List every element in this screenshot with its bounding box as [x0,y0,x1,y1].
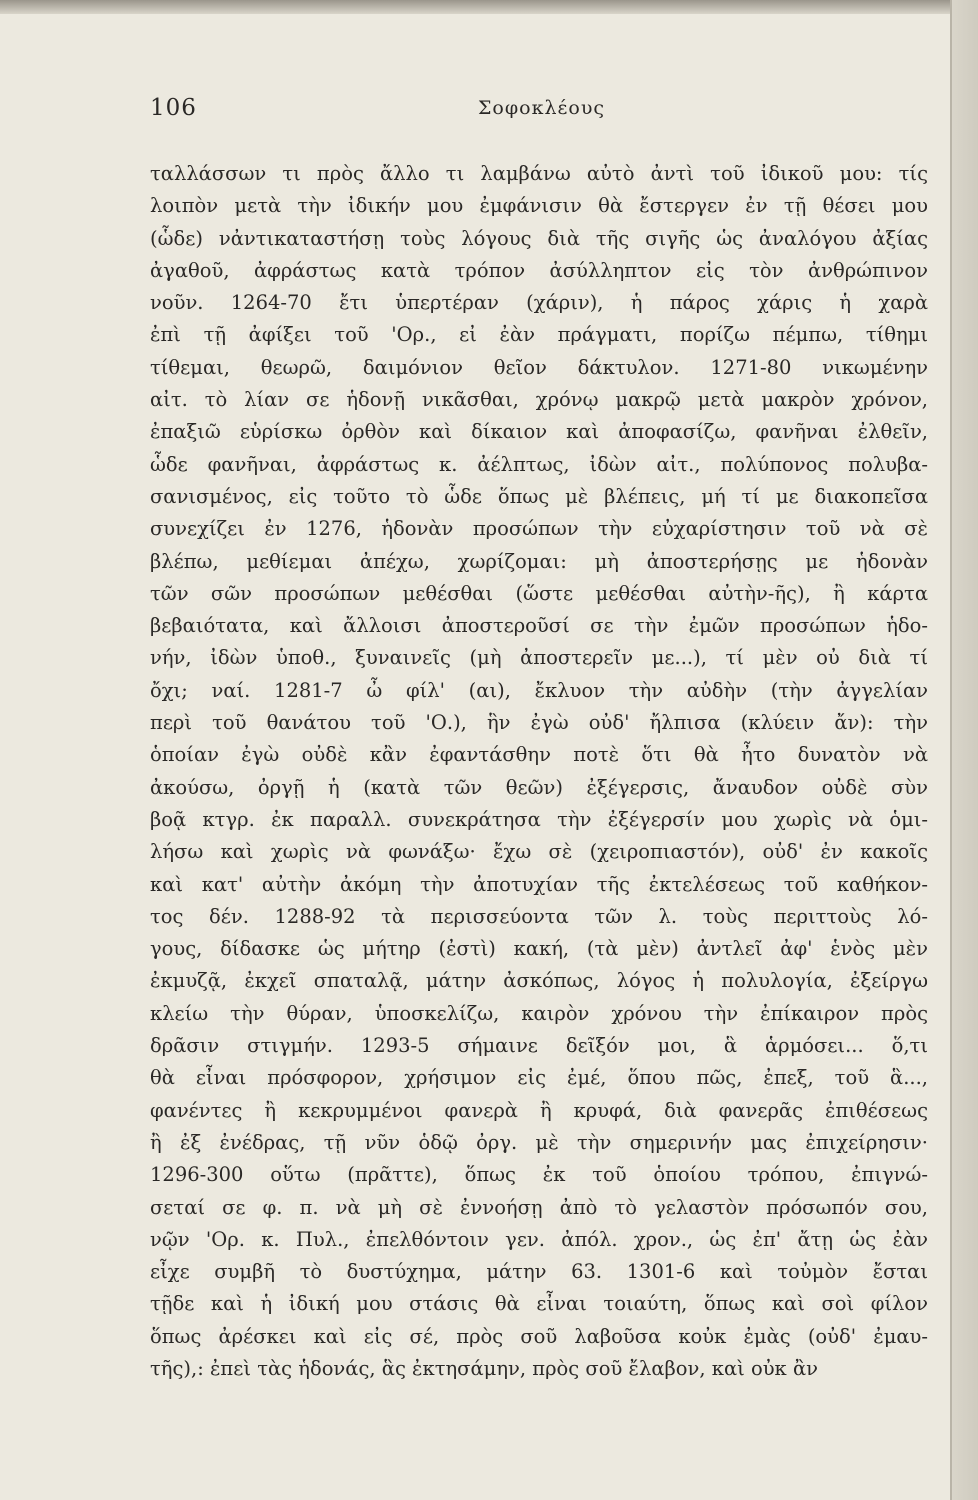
text-line: ὄχι; ναί. 1281-7 ὦ φίλ' (αι), ἔκλυον τὴν αὐδὴν (τὴν ἀγγελίαν [150,678,928,702]
text-line: νῷν 'Ορ. κ. Πυλ., ἐπελθόντοιν γεν. ἀπόλ. χρον., ὡς ἐπ' ἄτῃ ὡς ἐὰν [150,1227,928,1251]
text-line: ἐκμυζᾷ, ἐκχεῖ σπαταλᾷ, μάτην ἀσκόπως, λόγος ἡ πολυλογία, ἐξείργω [150,969,928,993]
text-line: ὁποίαν ἐγὼ οὐδὲ κἂν ἐφαντάσθην ποτὲ ὅτι θὰ ἦτο δυνατὸν νὰ [150,743,928,767]
text-line: 1296-300 οὕτω (πρᾶττε), ὅπως ἐκ τοῦ ὁποίου τρόπου, ἐπιγνώ- [150,1163,928,1187]
text-line: ταλλάσσων τι πρὸς ἄλλο τι λαμβάνω αὐτὸ ἀντὶ τοῦ ἰδικοῦ μου: τίς [150,162,928,185]
text-line: φανέντες ἢ κεκρυμμένοι φανερὰ ἢ κρυφά, διὰ φανερᾶς ἐπιθέσεως [150,1098,928,1122]
text-line: τίθεμαι, θεωρῶ, δαιμόνιον θεῖον δάκτυλον. 1271-80 νικωμένην [150,355,928,379]
text-line: γους, δίδασκε ὡς μήτηρ (ἐστὶ) κακή, (τὰ μὲν) ἀντλεῖ ἀφ' ἑνὸς μὲν [150,937,928,961]
text-line: λοιπὸν μετὰ τὴν ἰδικήν μου ἐμφάνισιν θὰ ἔστεργεν ἐν τῇ θέσει μου [150,194,928,218]
text-line: ἐπὶ τῇ ἀφίξει τοῦ 'Ορ., εἰ ἐὰν πράγματι, πορίζω πέμπω, τίθημι [150,323,928,347]
text-line: ὅπως ἀρέσκει καὶ εἰς σέ, πρὸς σοῦ λαβοῦσα κοὐκ ἐμὰς (οὐδ' ἐμαυ- [150,1324,928,1348]
text-line: ὧδε φανῆναι, ἀφράστως κ. ἀέλπτως, ἰδὼν αἰτ., πολύπονος πολυβα- [150,452,928,476]
text-line: βοᾷ κτγρ. ἐκ παραλλ. συνεκράτησα τὴν ἐξέγερσίν μου χωρὶς νὰ ὁμι- [150,807,928,831]
text-line: τος δέν. 1288-92 τὰ περισσεύοντα τῶν λ. τοὺς περιττοὺς λό- [150,904,928,928]
page-right-edge [950,0,978,1500]
text-line: καὶ κατ' αὐτὴν ἀκόμη τὴν ἀποτυχίαν τῆς ἐκτελέσεως τοῦ καθήκον- [150,872,928,896]
text-line: δρᾶσιν στιγμήν. 1293-5 σήμαινε δεῖξόν μοι, ἃ ἁρμόσει... ὅ,τι [150,1034,928,1058]
text-line: σεταί σε φ. π. νὰ μὴ σὲ ἐννοήσῃ ἀπὸ τὸ γελαστὸν πρόσωπόν σου, [150,1195,928,1219]
text-line: τῶν σῶν προσώπων μεθέσθαι (ὥστε μεθέσθαι αὐτὴν-ῆς), ἢ κάρτα [150,581,928,605]
text-line: βεβαιότατα, καὶ ἄλλοισι ἀποστεροῦσί σε τὴν ἐμῶν προσώπων ἡδο- [150,614,928,638]
text-line: σανισμένος, εἰς τοῦτο τὸ ὧδε ὅπως μὲ βλέπεις, μή τί με διακοπεῖσα [150,484,928,508]
text-line: τῇδε καὶ ἡ ἰδική μου στάσις θὰ εἶναι τοιαύτη, ὅπως καὶ σοὶ φίλον [150,1292,928,1316]
page-header [150,95,930,135]
text-line: συνεχίζει ἐν 1276, ἡδονὰν προσώπων τὴν εὐχαρίστησιν τοῦ νὰ σὲ [150,517,928,541]
text-line: περὶ τοῦ θανάτου τοῦ 'Ο.), ἣν ἐγὼ οὐδ' ἤλπισα (κλύειν ἄν): τὴν [150,711,928,735]
text-line: ἀκούσω, ὀργῇ ἡ (κατὰ τῶν θεῶν) ἐξέγερσις, ἄναυδον οὐδὲ σὺν [150,775,928,799]
text-line: κλείω τὴν θύραν, ὑποσκελίζω, καιρὸν χρόνου τὴν ἐπίκαιρον πρὸς [150,1001,928,1025]
text-line: ἀγαθοῦ, ἀφράστως κατὰ τρόπον ἀσύλληπτον εἰς τὸν ἀνθρώπινον [150,258,928,282]
text-line: νήν, ἰδὼν ὑποθ., ξυναινεῖς (μὴ ἀποστερεῖν με...), τί μὲν οὐ διὰ τί [150,646,928,670]
text-line: θὰ εἶναι πρόσφορον, χρήσιμον εἰς ἐμέ, ὅπου πῶς, ἐπεξ, τοῦ ἃ..., [150,1066,928,1090]
text-line: ἢ ἐξ ἐνέδρας, τῇ νῦν ὁδῷ ὀργ. μὲ τὴν σημερινήν μας ἐπιχείρησιν· [150,1130,928,1154]
page-top-edge [0,0,978,14]
text-line: (ὧδε) νἀντικαταστήσῃ τοὺς λόγους διὰ τῆς σιγῆς ὡς ἀναλόγου ἀξίας [150,226,928,250]
text-line: τῆς),: ἐπεὶ τὰς ἡδονάς, ἃς ἐκτησάμην, πρὸς σοῦ ἔλαβον, καὶ οὐκ ἂν [150,1356,818,1380]
commentary-text [150,158,928,1385]
page-number: 106 [150,95,197,121]
running-title: Σοφοκλέους [478,97,606,119]
text-line: λήσω καὶ χωρὶς νὰ φωνάξω· ἔχω σὲ (χειροπιαστόν), οὐδ' ἐν κακοῖς [150,840,928,864]
text-line: βλέπω, μεθίεμαι ἀπέχω, χωρίζομαι: μὴ ἀποστερήσῃς με ἡδονὰν [150,549,928,573]
text-line: νοῦν. 1264-70 ἔτι ὑπερτέραν (χάριν), ἡ πάρος χάρις ἡ χαρὰ [150,291,928,315]
text-line: ἐπαξιῶ εὑρίσκω ὀρθὸν καὶ δίκαιον καὶ ἀποφασίζω, φανῆναι ἐλθεῖν, [150,420,928,444]
text-line: αἰτ. τὸ λίαν σε ἡδονῇ νικᾶσθαι, χρόνῳ μακρῷ μετὰ μακρὸν χρόνον, [150,388,928,412]
text-line: εἶχε συμβῆ τὸ δυστύχημα, μάτην 63. 1301-6 καὶ τοὐμὸν ἔσται [150,1260,928,1284]
